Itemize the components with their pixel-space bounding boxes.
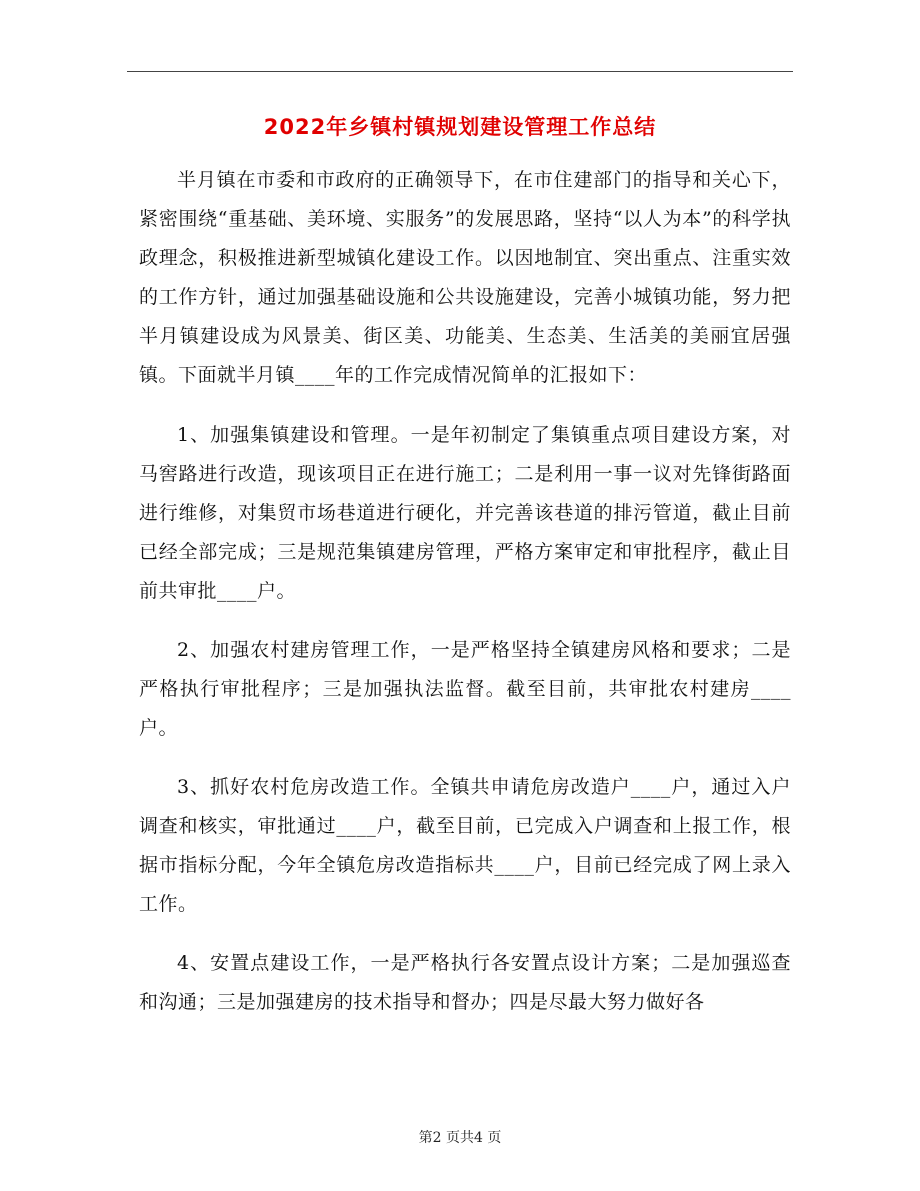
section-4-paragraph: 4、安置点建设工作，一是严格执行各安置点设计方案；二是加强巡查和沟通；三是加强建房的技术指导和督办；四是尽最大努力做好各 (139, 952, 791, 1013)
intro-paragraph: 半月镇在市委和市政府的正确领导下，在市住建部门的指导和关心下，紧密围绕“重基础、美环境、实服务”的发展思路，坚持“以人为本”的科学执政理念，积极推进新型城镇化建设工作。以因地制宜、突出重点、注重实效的工作方针，通过加强基础设施和公共设施建设，完善小城镇功能，努力把半月镇建设成为风景美、街区美、功能美、生态美、生活美的美丽宜居强镇。下面就半月镇____年的工作完成情况简单的汇报如下： (139, 169, 791, 386)
page-number-footer: 第2 页共4 页 (418, 1130, 502, 1146)
section-2-paragraph: 2、加强农村建房管理工作，一是严格坚持全镇建房风格和要求；二是严格执行审批程序；三是加强执法监督。截至目前，共审批农村建房____户。 (139, 639, 791, 739)
header-rule (127, 71, 793, 72)
section-1-paragraph: 1、加强集镇建设和管理。一是年初制定了集镇重点项目建设方案，对马窖路进行改造，现该项目正在进行施工；二是利用一事一议对先锋街路面进行维修，对集贸市场巷道进行硬化，并完善该巷道的排污管道，截止目前已经全部完成；三是规范集镇建房管理，严格方案审定和审批程序，截止目前共审批____户。 (139, 424, 791, 602)
section-3-paragraph: 3、抓好农村危房改造工作。全镇共申请危房改造户____户，通过入户调查和核实，审批通过____户，截至目前，已完成入户调查和上报工作，根据市指标分配，今年全镇危房改造指标共____户，目前已经完成了网上录入工作。 (139, 776, 791, 915)
document-body (139, 161, 791, 1042)
document-title: 2022年乡镇村镇规划建设管理工作总结 (263, 115, 657, 139)
